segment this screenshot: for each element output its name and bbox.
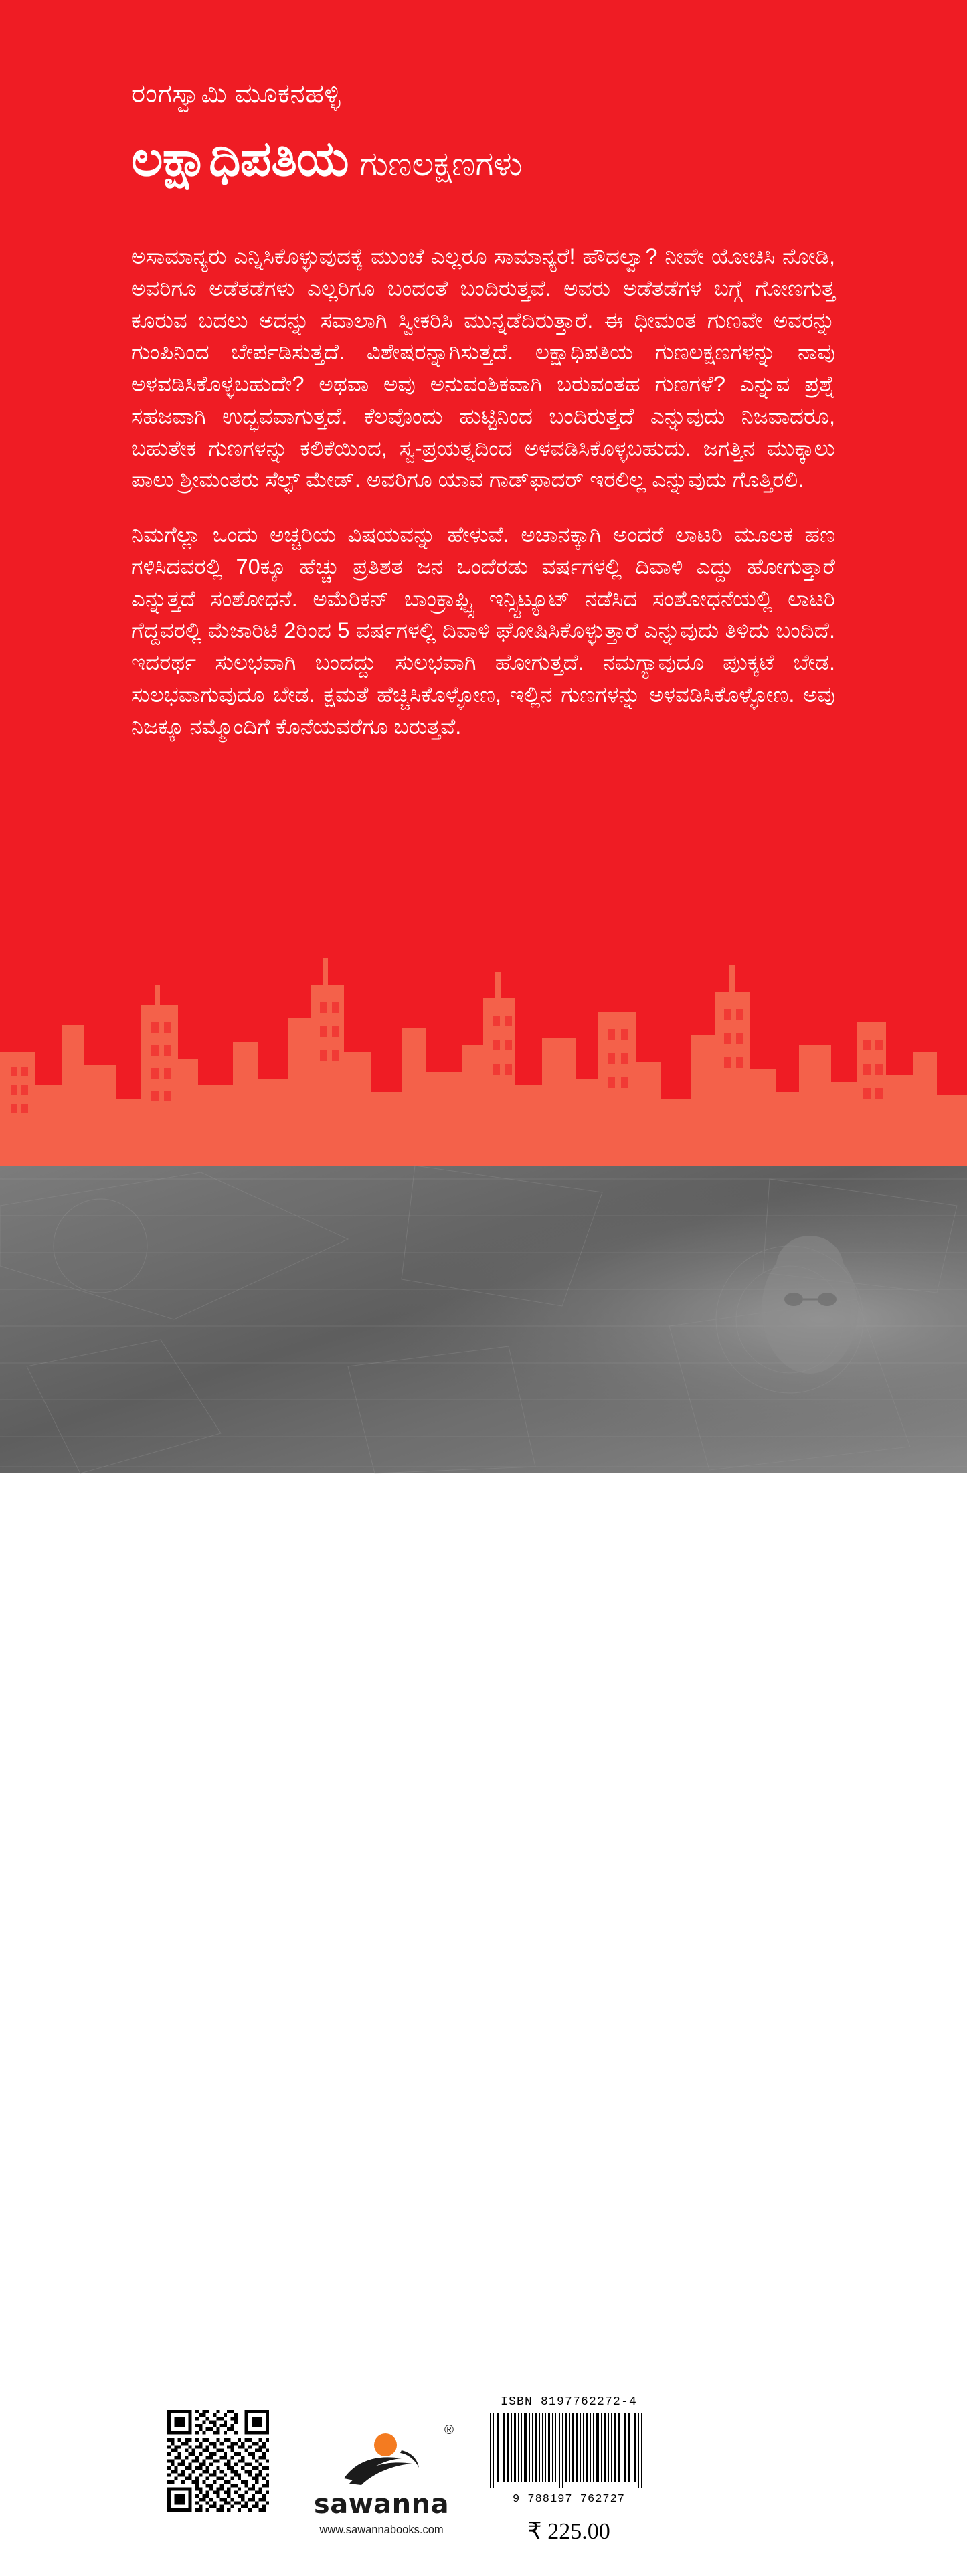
- title-main: ಲಕ್ಷಾಧಿಪತಿಯ: [131, 132, 349, 186]
- qr-code-box: [158, 2401, 278, 2521]
- isbn-block: [466, 2383, 672, 2576]
- author-name: ರಂಗಸ್ವಾಮಿ ಮೂಕನಹಳ್ಳಿ: [131, 79, 341, 108]
- publisher-isbn-box: [297, 2383, 672, 2576]
- qr-code-icon: [167, 2410, 269, 2512]
- price-label: ₹ 225.00: [527, 2519, 610, 2544]
- back-cover-blurb: [131, 241, 835, 743]
- isbn-label: ISBN 8197762272-4: [500, 2395, 638, 2409]
- barcode-digits: 9 788197 762727: [512, 2493, 626, 2506]
- title-subtitle: ಗುಣಲಕ್ಷಣಗಳು: [359, 145, 523, 183]
- city-skyline-graphic: [0, 885, 967, 1166]
- publisher-logo-block: [297, 2383, 466, 2576]
- page-title: [131, 131, 523, 188]
- barcode-icon: [487, 2413, 650, 2492]
- publisher-website: www.sawannabooks.com: [319, 2523, 444, 2536]
- blurb-paragraph-2: ನಿಮಗೆಲ್ಲಾ ಒಂದು ಅಚ್ಚರಿಯ ವಿಷಯವನ್ನು ಹೇಳುವೆ. ಅಚಾನಕ್ಕಾಗಿ ಅಂದರೆ ಲಾಟರಿ ಮೂಲಕ ಹಣ ಗಳಿಸಿದವರಲ್ಲಿ 70ಕ್ಕೂ ಹೆಚ್ಚು ಪ್ರತಿಶತ ಜನ ಒಂದೆರಡು ವರ್ಷಗಳಲ್ಲಿ ದಿವಾಳಿ ಎದ್ದು ಹೋಗುತ್ತಾರೆ ಎನ್ನುತ್ತದೆ ಸಂಶೋಧನೆ. ಅಮೆರಿಕನ್ ಬಾಂಕ್ರಾಫ್ಟ್ಸಿ ಇನ್ಸ್ಟಿಟ್ಯೂಟ್ ನಡೆಸಿದ ಸಂಶೋಧನೆಯಲ್ಲಿ ಲಾಟರಿ ಗೆದ್ದವರಲ್ಲಿ ಮೆಜಾರಿಟಿ 2ರಿಂದ 5 ವರ್ಷಗಳಲ್ಲಿ ದಿವಾಳಿ ಘೋಷಿಸಿಕೊಳ್ಳುತ್ತಾರೆ ಎನ್ನುವುದು ತಿಳಿದು ಬಂದಿದೆ. ಇದರರ್ಥ ಸುಲಭವಾಗಿ ಬಂದದ್ದು ಸುಲಭವಾಗಿ ಹೋಗುತ್ತದೆ. ನಮಗ್ಯಾವುದೂ ಪುುಕ್ಕಟೆ ಬೇಡ. ಸುಲಭವಾಗುವುದೂ ಬೇಡ. ಕ್ಷಮತೆ ಹೆಚ್ಚಿಸಿಕೊಳ್ಳೋಣ, ಇಲ್ಲಿನ ಗುಣಗಳನ್ನು ಅಳವಡಿಸಿಕೊಳ್ಳೋಣ. ಅವು ನಿಜಕ್ಕೂ ನಮ್ಮೊಂದಿಗೆ ಕೊನೆಯವರೆಗೂ ಬರುತ್ತವೆ.: [131, 523, 835, 739]
- publisher-name: sawanna: [313, 2488, 450, 2520]
- bottom-currency-band: [0, 1166, 967, 2544]
- currency-note-texture: [0, 1166, 967, 1473]
- registered-trademark-icon: ®: [444, 2423, 454, 2437]
- sawanna-swoosh-logo-icon: [337, 2430, 426, 2488]
- red-background-panel: [0, 0, 967, 1166]
- blurb-paragraph-1: ಅಸಾಮಾನ್ಯರು ಎನ್ನಿಸಿಕೊಳ್ಳುವುದಕ್ಕೆ ಮುಂಚೆ ಎಲ್ಲರೂ ಸಾಮಾನ್ಯರೆ! ಹೌದಲ್ವಾ? ನೀವೇ ಯೋಚಿಸಿ ನೋಡಿ, ಅವರಿಗೂ ಅಡೆತಡೆಗಳು ಎಲ್ಲರಿಗೂ ಬಂದಂತೆ ಬಂದಿರುತ್ತವೆ. ಅವರು ಅಡೆತಡೆಗಳ ಬಗ್ಗೆ ಗೋಣಗುತ್ತ ಕೂರುವ ಬದಲು ಅದನ್ನು ಸವಾಲಾಗಿ ಸ್ವೀಕರಿಸಿ ಮುನ್ನಡೆದಿರುತ್ತಾರೆ. ಈ ಧೀಮಂತ ಗುಣವೇ ಅವರನ್ನು ಗುಂಪಿನಿಂದ ಬೇರ್ಪಡಿಸುತ್ತದೆ. ವಿಶೇಷರನ್ನಾಗಿಸುತ್ತದೆ. ಲಕ್ಷಾಧಿಪತಿಯ ಗುಣಲಕ್ಷಣಗಳನ್ನು ನಾವು ಅಳವಡಿಸಿಕೊಳ್ಳಬಹುದೇ? ಅಥವಾ ಅವು ಅನುವಂಶಿಕವಾಗಿ ಬರುವಂತಹ ಗುಣಗಳೆ? ಎನ್ನುವ ಪ್ರಶ್ನೆ ಸಹಜವಾಗಿ ಉದ್ಭವವಾಗುತ್ತದೆ. ಕೆಲವೊಂದು ಹುಟ್ಟಿನಿಂದ ಬಂದಿರುತ್ತದೆ ಎನ್ನುವುದು ನಿಜವಾದರೂ, ಬಹುತೇಕ ಗುಣಗಳನ್ನು ಕಲಿಕೆಯಿಂದ, ಸ್ವ-ಪ್ರಯತ್ನದಿಂದ ಅಳವಡಿಸಿಕೊಳ್ಳಬಹುದು. ಜಗತ್ತಿನ ಮುಕ್ಕಾಲು ಪಾಲು ಶ್ರೀಮಂತರು ಸೆಲ್ಫ್ ಮೇಡ್. ಅವರಿಗೂ ಯಾವ ಗಾಡ್‌ಫಾದರ್ ಇರಲಿಲ್ಲ ಎನ್ನುವುದು ಗೊತ್ತಿರಲಿ.: [131, 244, 835, 492]
